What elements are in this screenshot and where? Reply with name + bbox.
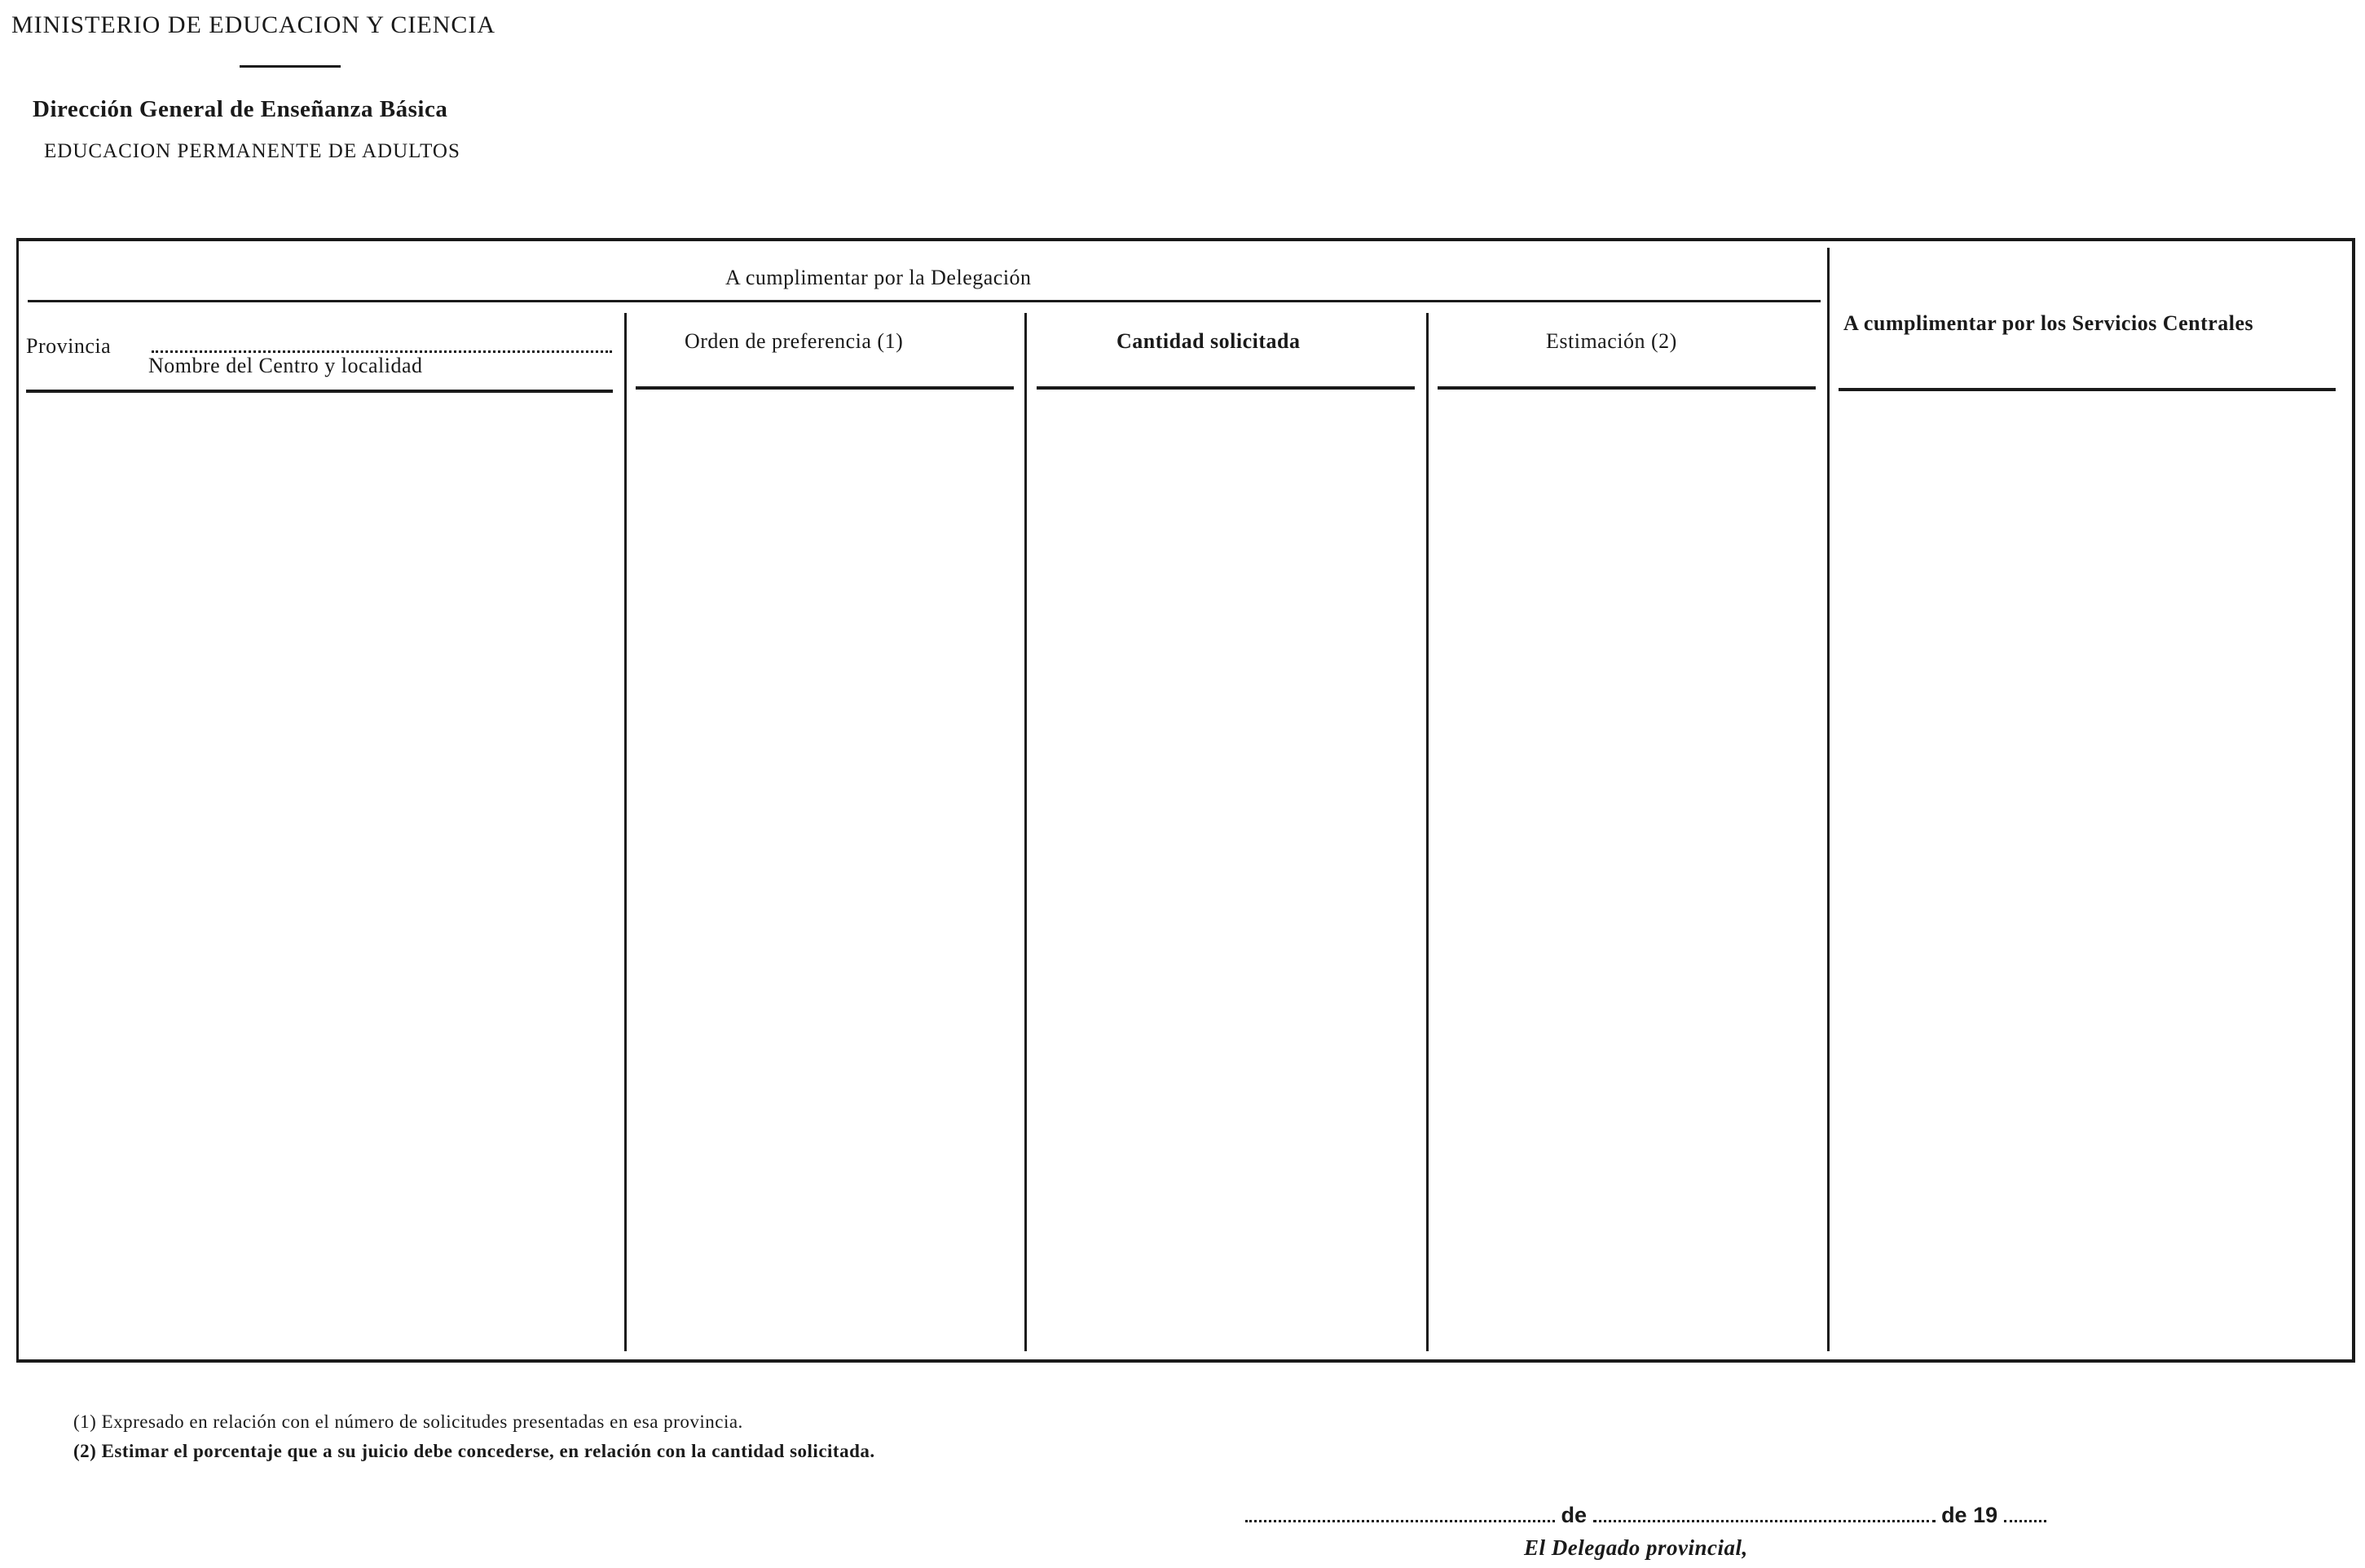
column-divider: [1024, 313, 1027, 1351]
provincia-fill-line[interactable]: [152, 350, 612, 353]
month-fill-line[interactable]: [1593, 1520, 1936, 1522]
column-header-rule: [636, 386, 1014, 390]
orden-header: Orden de preferencia (1): [685, 329, 904, 353]
footnote-2: (2) Estimar el porcentaje que a su juicio debe concederse, en relación con la cantidad solicitada.: [73, 1441, 875, 1461]
column-header-rule: [1037, 386, 1415, 390]
ministry-title: MINISTERIO DE EDUCACION Y CIENCIA: [11, 11, 496, 38]
servicios-cell[interactable]: [1832, 396, 2349, 1350]
cantidad-header: Cantidad solicitada: [1116, 329, 1301, 353]
estimacion-header: Estimación (2): [1546, 329, 1677, 353]
servicios-header: A cumplimentar por los Servicios Centrales: [1843, 311, 2254, 335]
signer-title: El Delegado provincial,: [1524, 1535, 1748, 1560]
date-de-1: de: [1561, 1503, 1588, 1527]
provincia-label: Provincia: [26, 334, 112, 358]
frame-left-border: [16, 238, 19, 1363]
direccion-title: Dirección General de Enseñanza Básica: [33, 96, 448, 122]
orden-cell[interactable]: [629, 396, 1022, 1350]
header-rule: [240, 65, 341, 68]
column-divider: [1426, 313, 1429, 1351]
year-fill-line[interactable]: [2004, 1520, 2046, 1522]
column-header-rule: [26, 390, 613, 393]
frame-bottom-border: [16, 1359, 2355, 1363]
footnote-1: (1) Expresado en relación con el número de solicitudes presentadas en esa provincia.: [73, 1412, 743, 1432]
column-divider: [1827, 248, 1830, 1351]
place-fill-line[interactable]: [1245, 1520, 1555, 1522]
date-line: [1245, 1503, 2046, 1528]
column-header-rule: [1839, 388, 2336, 391]
delegacion-header: A cumplimentar por la Delegación: [725, 266, 1032, 289]
column-header-rule: [1438, 386, 1816, 390]
centro-label: Nombre del Centro y localidad: [148, 354, 423, 377]
educacion-subtitle: EDUCACION PERMANENTE DE ADULTOS: [44, 140, 460, 162]
date-de-2: de 19: [1941, 1503, 1998, 1527]
cantidad-cell[interactable]: [1029, 396, 1424, 1350]
delegacion-span-rule: [28, 300, 1821, 302]
estimacion-cell[interactable]: [1431, 396, 1825, 1350]
column-divider: [624, 313, 627, 1351]
frame-right-border: [2352, 238, 2355, 1363]
frame-top-border: [16, 238, 2355, 241]
centro-cell[interactable]: [21, 396, 621, 1350]
